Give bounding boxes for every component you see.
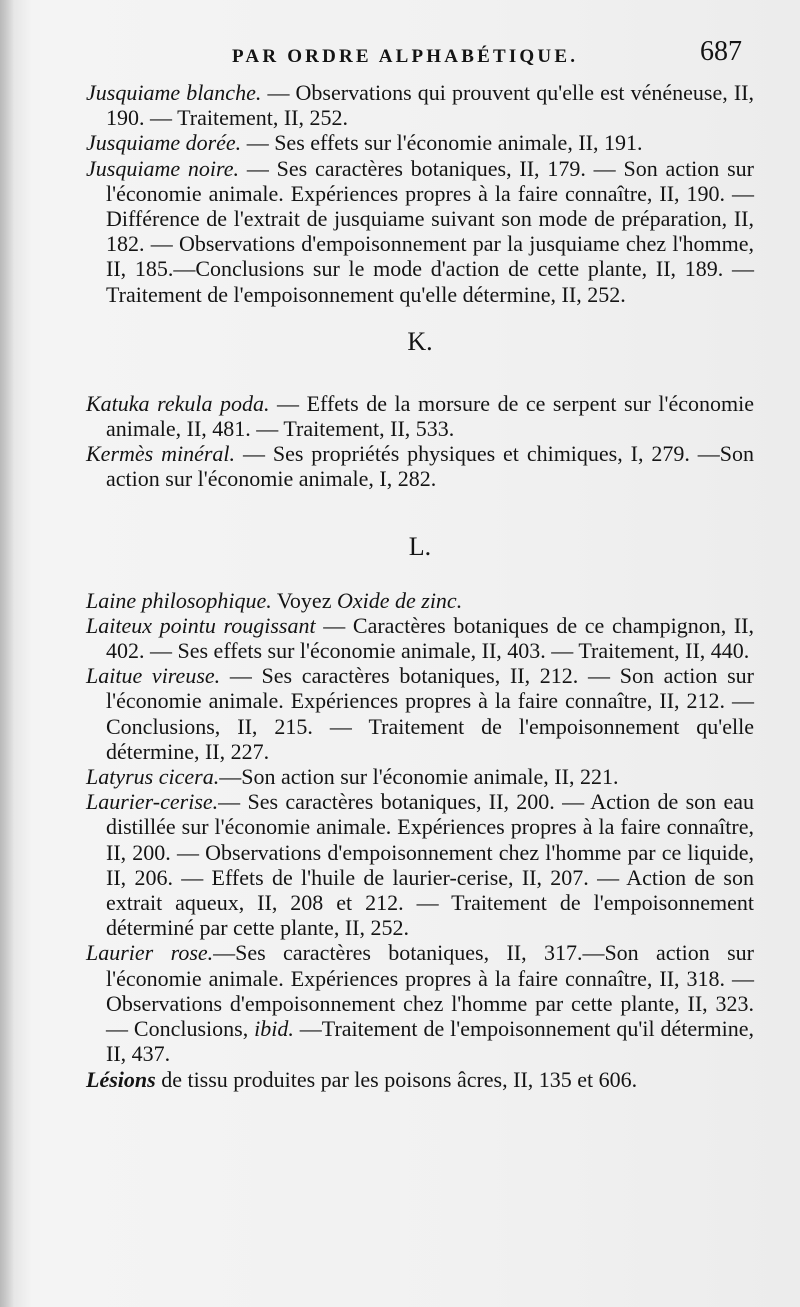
entry-term: Laiteux pointu rougissant bbox=[86, 612, 316, 638]
entry-text: — Ses effets sur l'économie animale, II, 191. bbox=[241, 130, 643, 156]
entry-text: — Ses caractères botaniques, II, 179. — Son action sur l'économie animale. Expériences propres à la faire connaître, II, 190. — Différence de l'extrait de jusquiame suivant son mode de préparation, II, 182. — Observations d'empoisonnement par la jusquiame chez l'homme, II, 185.—Conclusions sur le mode d'action de cette plante, II, 189. — Traitement de l'empoisonnement qu'elle détermine, II, 252. bbox=[106, 155, 754, 307]
entry-cross-reference: Oxide de zinc. bbox=[336, 587, 463, 613]
entry-text-continued: —Traitement de l'empoisonnement qu'il détermine, II, 437. bbox=[106, 1016, 754, 1067]
entry-text: Voyez bbox=[271, 587, 337, 613]
entry-term: Kermès minéral. bbox=[86, 441, 236, 467]
section-heading-l: L. bbox=[408, 531, 432, 561]
index-entry bbox=[86, 663, 754, 764]
index-entry bbox=[86, 1067, 754, 1092]
entry-text: — Observations qui prouvent qu'elle est vénéneuse, II, 190. — Traitement, II, 252. bbox=[106, 80, 754, 131]
page-header bbox=[0, 34, 800, 74]
entry-cross-reference: ibid. bbox=[254, 1016, 294, 1042]
page-gutter-shadow bbox=[0, 0, 14, 1307]
entry-text: — Ses caractères botaniques, II, 212. — Son action sur l'économie animale. Expériences propres à la faire connaître, II, 212. — Conclusions, II, 215. — Traitement de l'empoisonnement qu'elle détermine, II, 227. bbox=[106, 663, 754, 764]
index-entry bbox=[86, 764, 754, 789]
entry-term: Laurier rose. bbox=[86, 940, 214, 966]
entry-text: —Ses caractères botaniques, II, 317.—Son action sur l'économie animale. Expériences propres à la faire connaître, II, 318. — Observations d'empoisonnement chez l'homme par cette plante, II, 323. — Conclusions, bbox=[106, 940, 754, 1042]
index-entry bbox=[86, 130, 754, 155]
entry-term: Laine philosophique. bbox=[86, 587, 272, 613]
entry-term: Laitue vireuse. bbox=[86, 663, 221, 689]
entry-text: — Ses propriétés physiques et chimiques, I, 279. —Son action sur l'économie animale, I, 282. bbox=[106, 441, 754, 492]
entry-term: Jusquiame blanche. bbox=[86, 80, 262, 105]
index-entry bbox=[86, 80, 754, 130]
index-entry bbox=[86, 613, 754, 663]
section-heading-k: K. bbox=[407, 326, 433, 356]
index-entry bbox=[86, 940, 754, 1066]
entry-text: — Effets de la morsure de ce serpent sur l'économie animale, II, 481. — Traitement, II, 533. bbox=[106, 390, 755, 442]
index-entry bbox=[86, 441, 754, 491]
entry-text: — Caractères botaniques de ce champignon, II, 402. — Ses effets sur l'économie animale, II, 403. — Traitement, II, 440. bbox=[106, 612, 754, 664]
index-entry bbox=[86, 588, 754, 613]
entry-term: Katuka rekula poda. bbox=[86, 390, 270, 416]
running-head: PAR ORDRE ALPHABÉTIQUE. bbox=[232, 46, 579, 67]
page-number: 687 bbox=[700, 36, 742, 67]
entry-term: Latyrus cicera. bbox=[86, 764, 220, 790]
index-entry bbox=[86, 156, 754, 307]
entry-term: Lésions bbox=[86, 1066, 156, 1092]
entry-term: Jusquiame dorée. bbox=[86, 130, 242, 156]
entry-term: Laurier-cerise. bbox=[86, 789, 219, 815]
index-entry bbox=[86, 789, 754, 940]
entry-text: — Ses caractères botaniques, II, 200. — Action de son eau distillée sur l'économie animale. Expériences propres à la faire connaître, II, 200. — Observations d'empoisonnement chez l'homme par ce liquide, II, 206. — Effets de l'huile de laurier-cerise, II, 207. — Action de son extrait aqueux, II, 208 et 212. — Traitement de l'empoisonnement déterminé par cette plante, II, 252. bbox=[106, 789, 754, 941]
entry-term: Jusquiame noire. bbox=[86, 155, 240, 181]
entry-text: —Son action sur l'économie animale, II, 221. bbox=[219, 764, 619, 790]
index-entry bbox=[86, 391, 754, 441]
index-content bbox=[86, 80, 754, 1092]
entry-text: de tissu produites par les poisons âcres, II, 135 et 606. bbox=[155, 1066, 638, 1092]
